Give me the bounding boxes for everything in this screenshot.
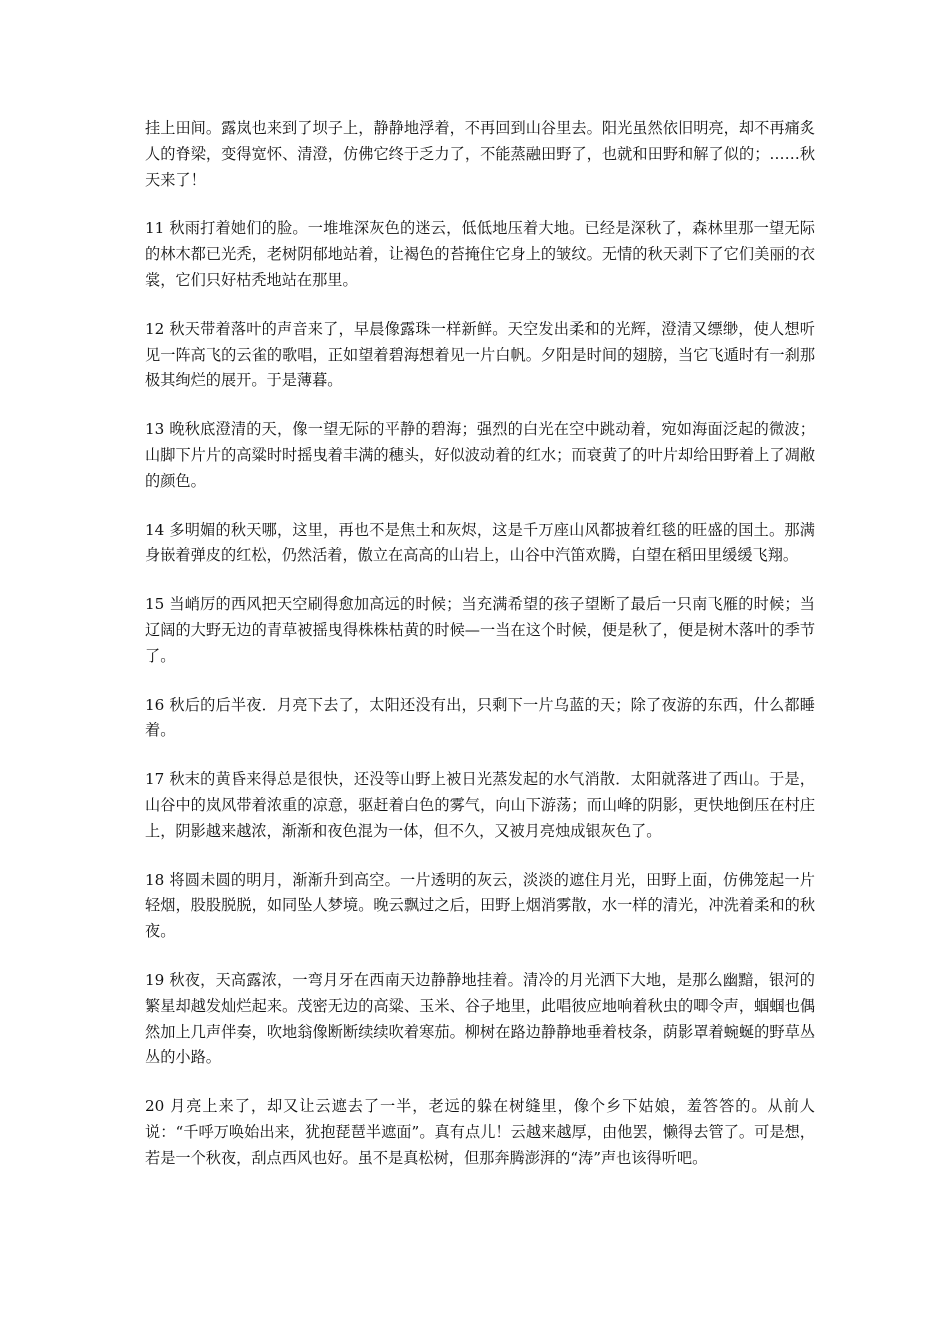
paragraph-20: 20 月亮上来了，却又让云遮去了一半，老远的躲在树缝里，像个乡下姑娘，羞答答的。从前人说：“千呼万唤始出来，犹抱琵琶半遮面”。真有点儿！云越来越厚，由他罢，懒得去管了。可是想，若是一个秋夜，刮点西风也好。虽不是真松树，但那奔腾澎湃的“涛”声也该得听吧。 <box>145 1097 815 1167</box>
paragraph-18: 18 将圆未圆的明月，渐渐升到高空。一片透明的灰云，淡淡的遮住月光，田野上面，仿佛笼起一片轻烟，股股脱脱，如同坠人梦境。晚云飘过之后，田野上烟消雾散，水一样的清光，冲洗着柔和的秋夜。 <box>145 870 815 941</box>
paragraph-13: 13 晚秋底澄清的天，像一望无际的平静的碧海；强烈的白光在空中跳动着，宛如海面泛起的微波；山脚下片片的高粱时时摇曳着丰满的穗头，好似波动着的红水；而衰黄了的叶片却给田野着上了凋敝的颜色。 <box>145 420 815 490</box>
document-body <box>145 116 815 1195</box>
paragraph-15: 15 当峭厉的西风把天空刷得愈加高远的时候；当充满希望的孩子望断了最后一只南飞雁的时候；当辽阔的大野无边的青草被摇曳得株株枯黄的时候—一当在这个时候，便是秋了，便是树木落叶的季节了。 <box>145 595 815 665</box>
paragraph-17: 17 秋末的黄昏来得总是很快，还没等山野上被日光蒸发起的水气消散．太阳就落进了西山。于是，山谷中的岚风带着浓重的凉意，驱赶着白色的雾气，向山下游荡；而山峰的阴影，更快地倒压在村庄上，阴影越来越浓，渐渐和夜色混为一体，但不久，又被月亮烛成银灰色了。 <box>145 770 815 840</box>
paragraph-11: 11 秋雨打着她们的脸。一堆堆深灰色的迷云，低低地压着大地。已经是深秋了，森林里那一望无际的林木都已光秃，老树阴郁地站着，让褐色的苔掩住它身上的皱纹。无情的秋天剥下了它们美丽的衣裳，它们只好枯秃地站在那里。 <box>145 219 815 289</box>
paragraph-16: 16 秋后的后半夜．月亮下去了，太阳还没有出，只剩下一片乌蓝的天；除了夜游的东西，什么都睡着。 <box>145 695 815 740</box>
paragraph-12: 12 秋天带着落叶的声音来了，早晨像露珠一样新鲜。天空发出柔和的光辉，澄清又缥缈，使人想听见一阵高飞的云雀的歌唱，正如望着碧海想着见一片白帆。夕阳是时间的翅膀，当它飞遁时有一刹那极其绚烂的展开。于是薄暮。 <box>145 319 815 390</box>
paragraph-continuation: 挂上田间。露岚也来到了坝子上，静静地浮着，不再回到山谷里去。阳光虽然依旧明亮，却不再痛炙人的脊梁，变得宽怀、清澄，仿佛它终于乏力了，不能蒸融田野了，也就和田野和解了似的；……秋天来了！ <box>145 119 815 189</box>
paragraph-19: 19 秋夜，天高露浓，一弯月牙在西南天边静静地挂着。清冷的月光洒下大地，是那么幽黯，银河的繁星却越发灿烂起来。茂密无边的高粱、玉米、谷子地里，此唱彼应地响着秋虫的唧令声，蝈蝈也偶然加上几声伴奏，吹地翁像断断续续吹着寒茄。柳树在路边静静地垂着枝条，荫影罩着蜿蜒的野草丛丛的小路。 <box>145 970 815 1067</box>
paragraph-14: 14 多明媚的秋天哪，这里，再也不是焦土和灰烬，这是千万座山风都披着红毯的旺盛的国土。那满身嵌着弹皮的红松，仍然活着，傲立在高高的山岩上，山谷中汽笛欢腾，白望在稻田里缓缓飞翔。 <box>145 520 815 565</box>
